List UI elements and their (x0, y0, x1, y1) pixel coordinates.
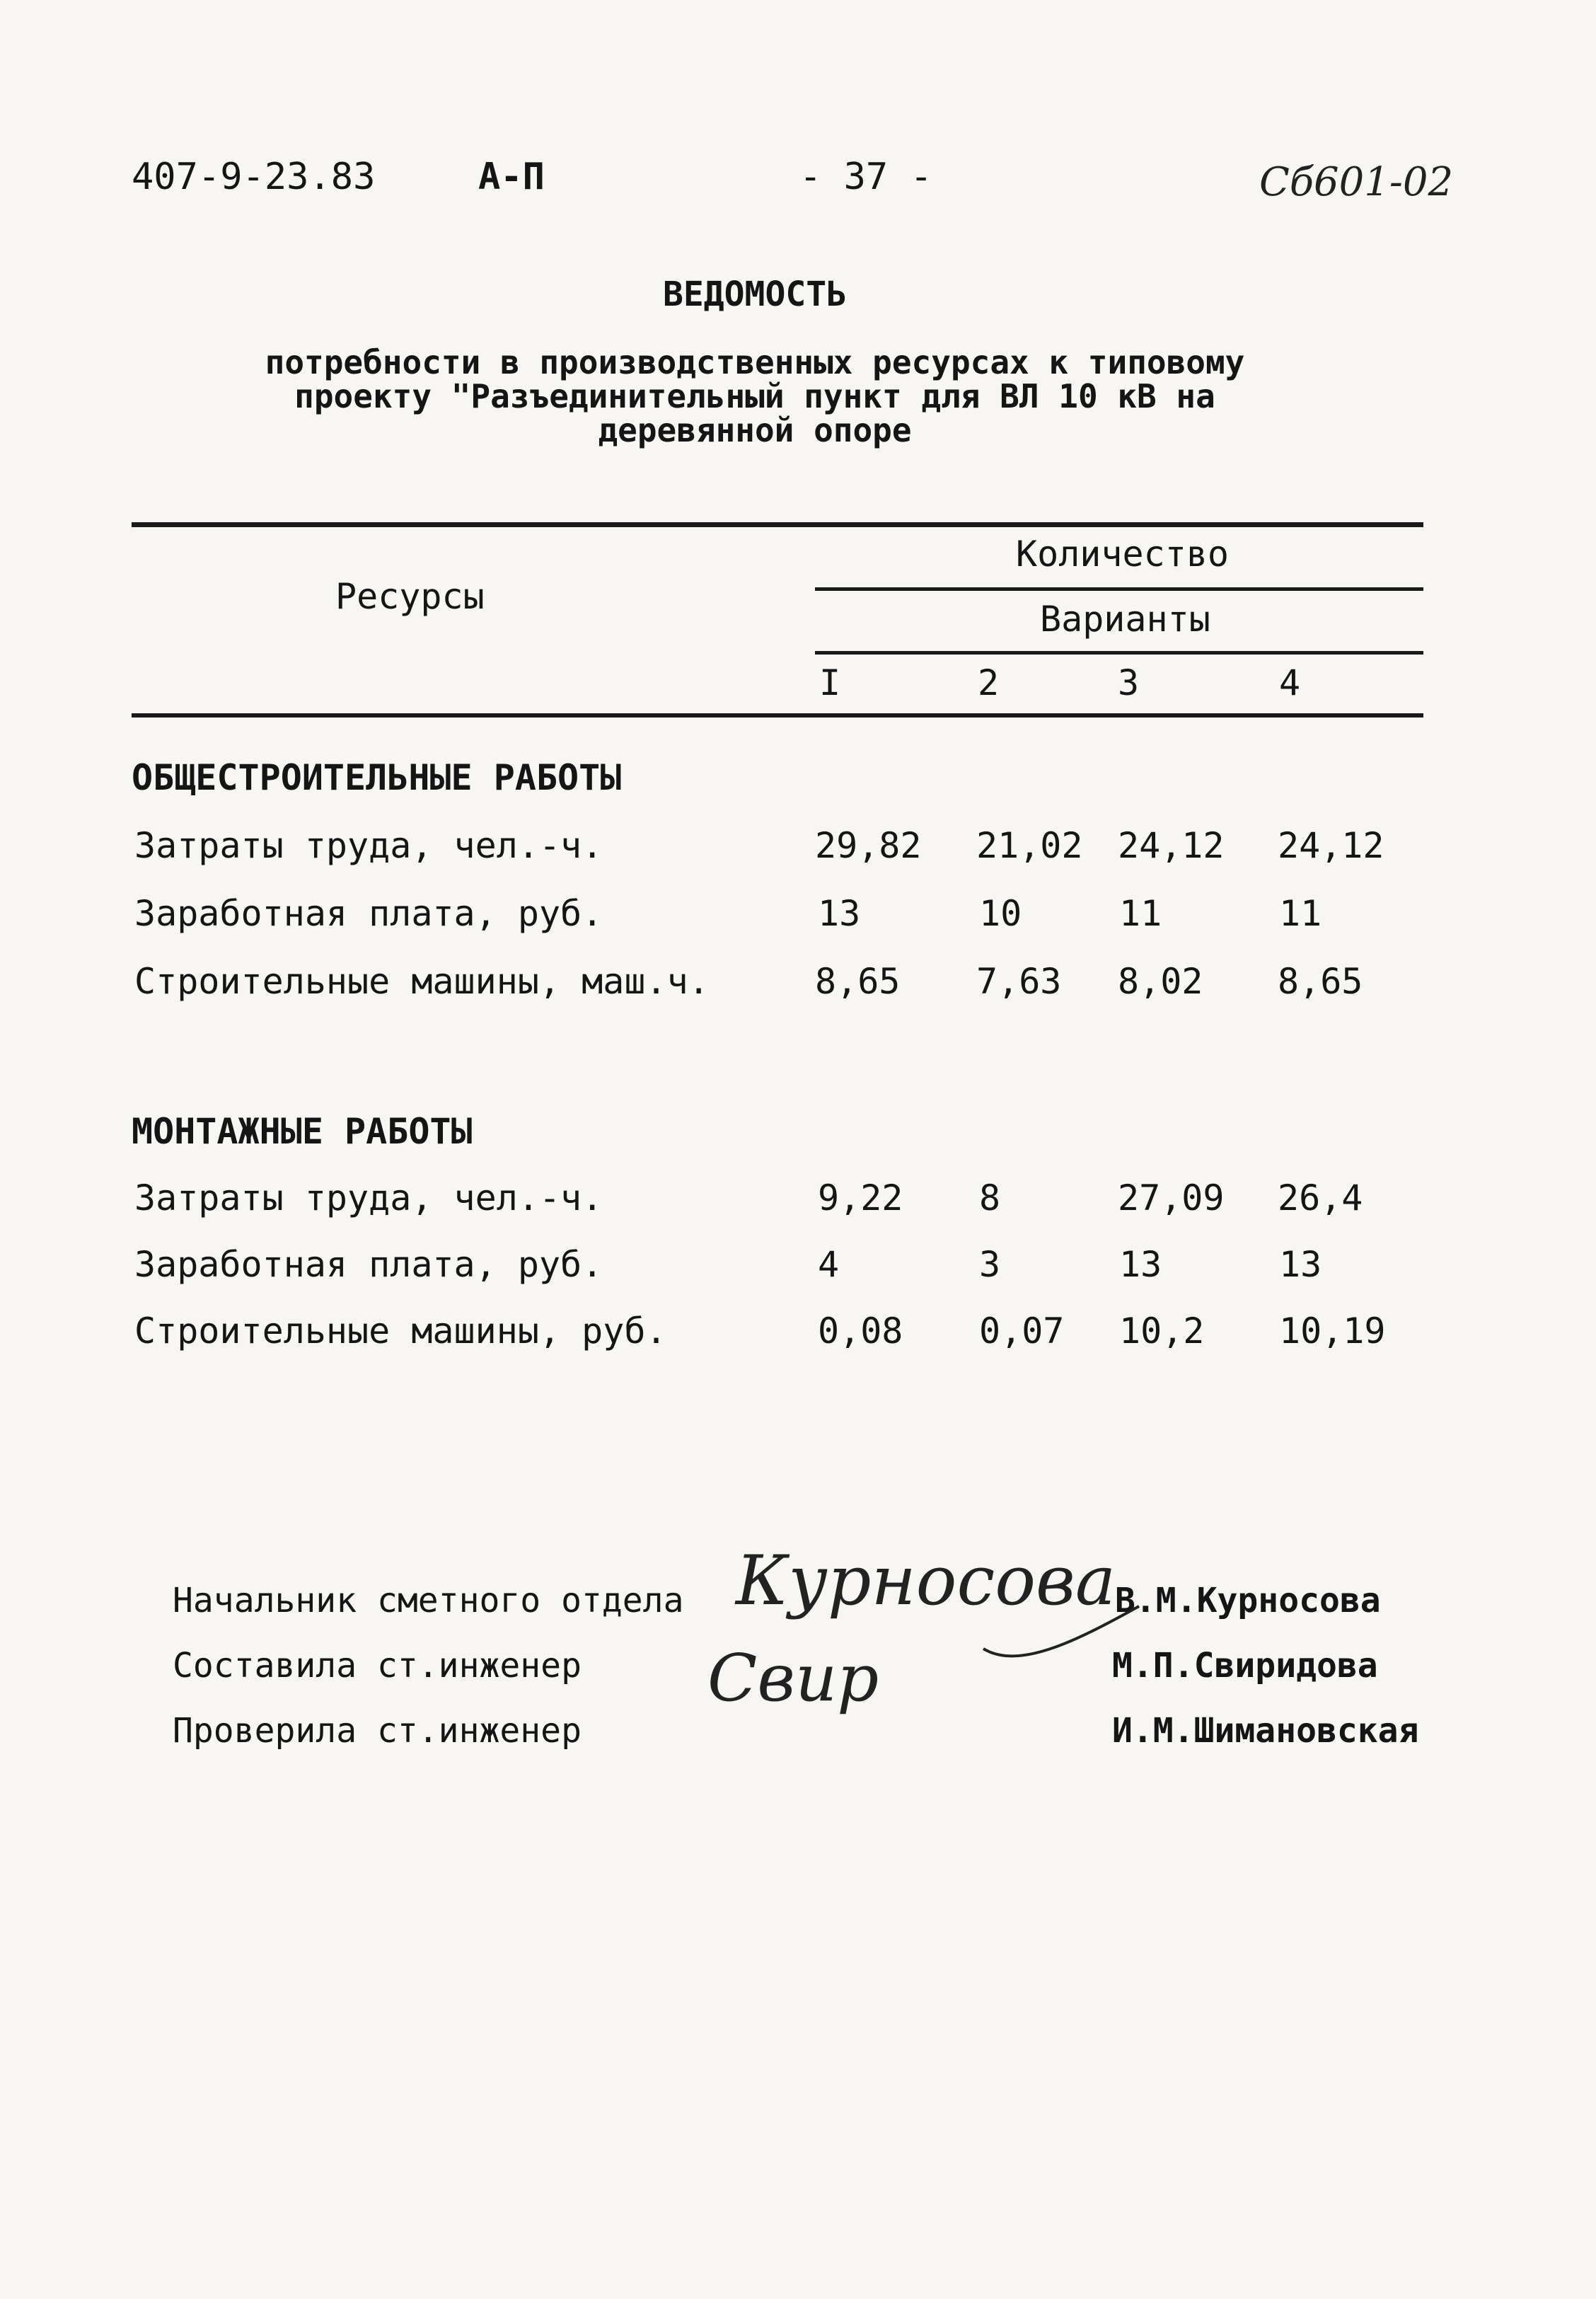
section-title-installation: МОНТАЖНЫЕ РАБОТЫ (132, 1111, 473, 1152)
page-number: - 37 - (799, 156, 932, 198)
column-header-variants: Варианты (1040, 599, 1210, 640)
signature-position-head: Начальник сметного отдела (173, 1581, 684, 1620)
table-cell: 8 (979, 1177, 1001, 1218)
variant-header-4: 4 (1279, 662, 1301, 703)
album-code: А-П (478, 156, 545, 198)
archive-code-handwritten: Сб601-02 (1259, 159, 1454, 205)
column-header-quantity: Количество (1016, 534, 1230, 575)
row-label: Заработная плата, руб. (134, 893, 603, 934)
table-top-rule (132, 522, 1423, 527)
signature-name-kurnosova: В.М.Курносова (1115, 1581, 1381, 1620)
table-cell: 21,02 (976, 825, 1083, 866)
table-cell: 13 (1119, 1244, 1162, 1285)
variant-header-1: I (819, 662, 841, 703)
subtitle-line-3: деревянной опоре (598, 411, 912, 449)
row-label: Затраты труда, чел.-ч. (134, 1177, 603, 1218)
document-code: 407-9-23.83 (132, 156, 376, 198)
subtitle-line-2: проекту "Разъединительный пункт для ВЛ 10 кВ на (294, 377, 1215, 415)
table-cell: 10,2 (1119, 1310, 1205, 1352)
signature-position-checked: Проверила ст.инженер (173, 1711, 582, 1751)
row-label: Строительные машины, руб. (134, 1310, 667, 1352)
table-cell: 0,07 (979, 1310, 1065, 1352)
variant-header-2: 2 (978, 662, 1000, 703)
document-subtitle (0, 345, 1510, 447)
variant-header-3: 3 (1118, 662, 1140, 703)
table-cell: 11 (1119, 893, 1162, 934)
table-cell: 10 (979, 893, 1022, 934)
subtitle-line-1: потребности в производственных ресурсах к типовому (265, 343, 1245, 381)
table-cell: 8,65 (815, 961, 901, 1002)
table-cell: 24,12 (1118, 825, 1225, 866)
table-cell: 13 (818, 893, 861, 934)
table-cell: 26,4 (1278, 1177, 1363, 1218)
signature-name-sviridova: М.П.Свиридова (1112, 1646, 1378, 1686)
table-cell: 11 (1279, 893, 1322, 934)
column-header-resources: Ресурсы (335, 576, 485, 617)
table-cell: 4 (818, 1244, 840, 1285)
row-label: Затраты труда, чел.-ч. (134, 825, 603, 866)
table-cell: 13 (1279, 1244, 1322, 1285)
signature-name-shimanovskaya: И.М.Шимановская (1112, 1711, 1419, 1751)
table-cell: 8,65 (1278, 961, 1363, 1002)
table-cell: 24,12 (1278, 825, 1384, 866)
handwritten-signature-1: Курносова (736, 1541, 1116, 1620)
table-cell: 10,19 (1279, 1310, 1386, 1352)
document-title: ВЕДОМОСТЬ (662, 275, 848, 314)
row-label: Заработная плата, руб. (134, 1244, 603, 1285)
signature-flourish-icon (976, 1592, 1146, 1677)
section-title-general-construction: ОБЩЕСТРОИТЕЛЬНЫЕ РАБОТЫ (132, 757, 622, 798)
signature-position-compiled: Составила ст.инженер (173, 1646, 582, 1686)
table-cell: 27,09 (1118, 1177, 1225, 1218)
handwritten-signature-2: Свир (707, 1640, 879, 1716)
table-cell: 3 (979, 1244, 1001, 1285)
table-cell: 0,08 (818, 1310, 903, 1352)
table-cell: 8,02 (1118, 961, 1203, 1002)
table-cell: 7,63 (976, 961, 1062, 1002)
variants-rule (815, 651, 1423, 655)
table-cell: 29,82 (815, 825, 922, 866)
quantity-rule (815, 587, 1423, 591)
table-header-bottom-rule (132, 713, 1423, 718)
row-label: Строительные машины, маш.ч. (134, 961, 710, 1002)
table-cell: 9,22 (818, 1177, 903, 1218)
